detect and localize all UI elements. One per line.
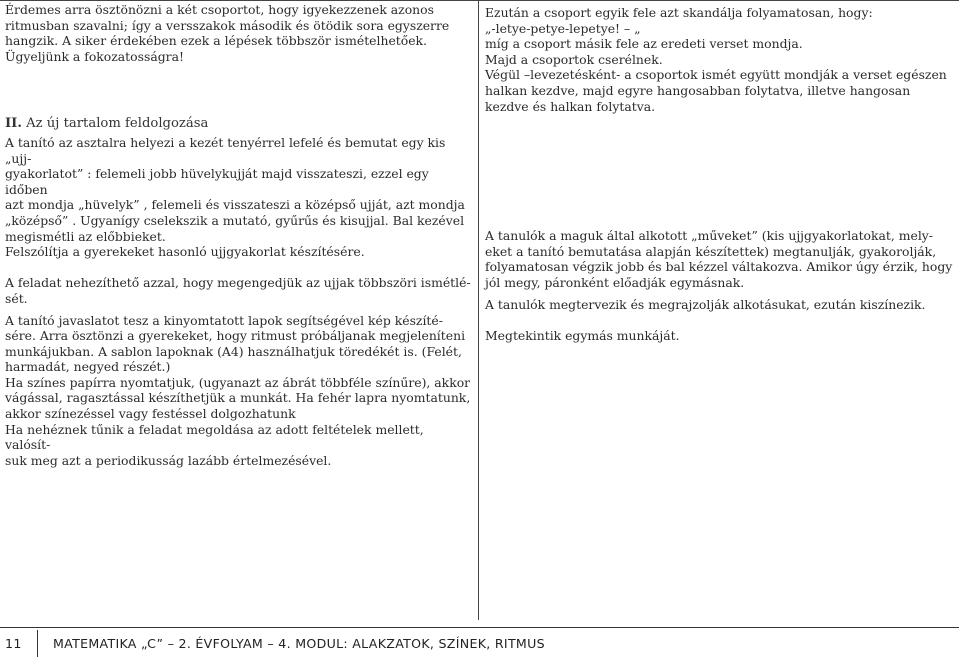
review-paragraph: Megtekintik egymás munkáját. (485, 328, 680, 344)
text-line: Ügyeljünk a fokozatosságra! (5, 48, 184, 64)
design-paragraph: A tanulók megtervezik és megrajzolják alkotásukat, ezután kiszínezik. (485, 296, 926, 312)
text-line: Ha nehéznek tűnik a feladat megoldása az adott feltételek mellett, valósít- (5, 421, 424, 453)
page-number: 11 (5, 636, 22, 651)
text-line: akkor színezéssel vagy festéssel dolgozhatunk (5, 406, 296, 422)
text-line: azt mondja „hüvelyk” , felemeli és visszateszi a középső ujját, azt mondja (5, 197, 465, 213)
text-line: ritmusban szavalni; így a versszakok második és ötödik sora egyszerre (5, 17, 450, 33)
text-line: Felszólítja a gyerekeket hasonló ujjgyakorlat készítésére. (5, 244, 365, 260)
text-line: eket a tanító bemutatása alapján készítettek) megtanulják, gyakorolják, (485, 243, 937, 259)
text-line: jól megy, páronként előadják egymásnak. (485, 274, 745, 290)
section-heading (5, 116, 471, 132)
text-line: A feladat nehezíthető azzal, hogy megengedjük az ujjak többszöri ismétlé- (5, 275, 471, 291)
column-divider (478, 0, 479, 620)
text-line: sére. Arra ösztönzi a gyerekeket, hogy ritmust próbáljanak megjeleníteni (5, 328, 466, 344)
text-line: A tanító az asztalra helyezi a kezét tenyérrel lefelé és bemutat egy kis „ujj- (5, 134, 446, 166)
text-line: sét. (5, 290, 28, 306)
text-line: suk meg azt a periodikusság lazább értelmezésével. (5, 452, 332, 468)
student-works-paragraph (485, 228, 955, 290)
text-line: megismétli az előbbieket. (5, 228, 166, 244)
text-line: Érdemes arra ösztönözni a két csoportot, hogy igyekezzenek azonos (5, 2, 434, 17)
paragraph-finger-exercise (5, 135, 471, 260)
chant-instructions (485, 5, 955, 114)
left-column (5, 0, 471, 468)
text-line: kezdve és halkan folytatva. (485, 98, 656, 114)
text-line: Majd a csoportok cserélnek. (485, 51, 663, 67)
right-column (485, 0, 955, 344)
text-line: harmadát, negyed részét.) (5, 359, 171, 375)
intro-paragraph (5, 2, 471, 64)
text-line: halkan kezdve, majd egyre hangosabban folytatva, illetve hangosan (485, 82, 911, 98)
text-line: Végül –levezetésként- a csoportok ismét együtt mondják a verset egészen (485, 67, 947, 83)
section-number: II. (5, 116, 22, 132)
text-line: Ezután a csoport egyik fele azt skandálja folyamatosan, hogy: (485, 5, 873, 20)
text-line: „középső” . Ugyanígy cselekszik a mutató, gyűrűs és kisujjal. Bal kezével (5, 212, 465, 228)
text-line: vágással, ragasztással készíthetjük a munkát. Ha fehér lapra nyomtatunk, (5, 390, 471, 406)
text-line: hangzik. A siker érdekében ezek a lépések többször ismételhetőek. (5, 33, 427, 49)
text-line: munkájukban. A sablon lapoknak (A4) használhatjuk töredékét is. (Felét, (5, 343, 462, 359)
text-line: míg a csoport másik fele az eredeti verset mondja. (485, 36, 803, 52)
text-line: folyamatosan végzik jobb és bal kézzel váltakozva. Amikor úgy érzik, hogy (485, 259, 953, 275)
footer-title: MATEMATIKA „C” – 2. ÉVFOLYAM – 4. MODUL: ALAKZATOK, SZÍNEK, RITMUS (53, 636, 545, 651)
text-line: „-letye-petye-lepetye! – „ (485, 20, 641, 36)
section-title: Az új tartalom feldolgozása (21, 116, 209, 132)
text-line: A tanulók a maguk által alkotott „műveket” (kis ujjgyakorlatokat, mely- (485, 228, 933, 244)
text-line: gyakorlatot” : felemeli jobb hüvelykujját majd visszateszi, ezzel egy időben (5, 166, 429, 197)
paragraph-harder-variant (5, 275, 471, 306)
page-footer (5, 636, 545, 651)
text-line: A tanító javaslatot tesz a kinyomtatott lapok segítségével kép készíté- (5, 312, 443, 328)
footer-rule (0, 627, 959, 628)
paragraph-printed-sheets (5, 313, 471, 469)
text-line: Ha színes papírra nyomtatjuk, (ugyanazt az ábrát többféle színűre), akkor (5, 374, 471, 390)
